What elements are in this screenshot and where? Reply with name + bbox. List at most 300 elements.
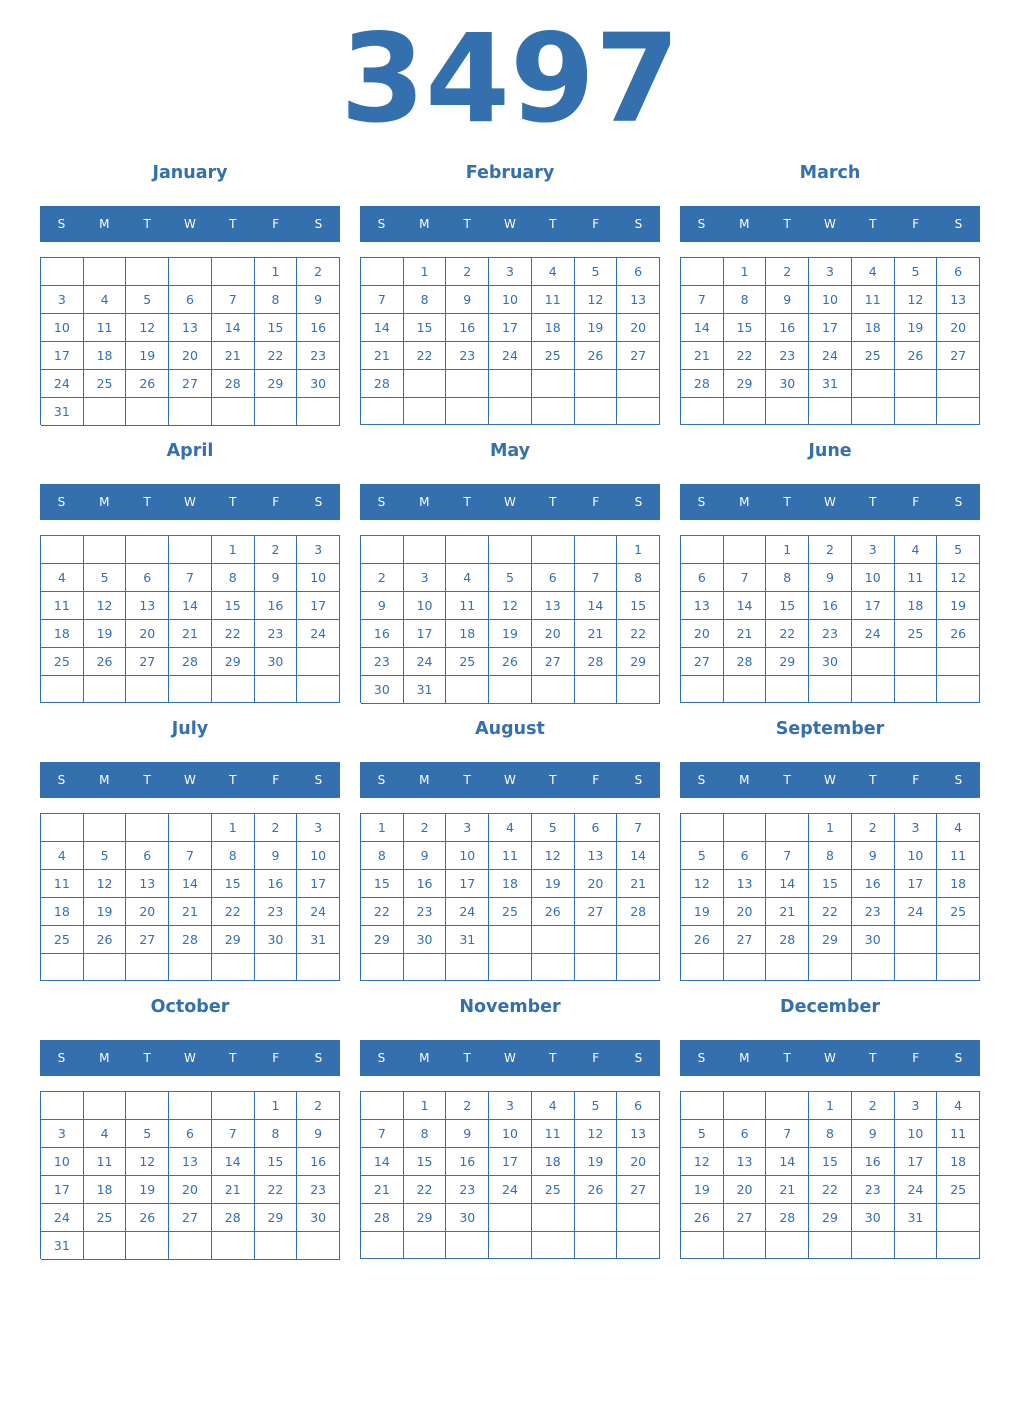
day-cell[interactable]: 1 xyxy=(361,814,404,842)
day-cell[interactable]: 19 xyxy=(575,314,618,342)
day-cell[interactable]: 31 xyxy=(446,926,489,954)
day-cell[interactable]: 20 xyxy=(724,1176,767,1204)
day-cell[interactable]: 7 xyxy=(617,814,660,842)
day-cell[interactable]: 21 xyxy=(617,870,660,898)
day-cell[interactable]: 18 xyxy=(937,870,980,898)
day-cell[interactable]: 30 xyxy=(852,926,895,954)
day-cell[interactable]: 28 xyxy=(169,648,212,676)
day-cell[interactable]: 25 xyxy=(937,898,980,926)
day-cell[interactable]: 30 xyxy=(255,648,298,676)
day-cell[interactable]: 24 xyxy=(489,342,532,370)
day-cell[interactable]: 16 xyxy=(255,870,298,898)
day-cell[interactable]: 27 xyxy=(617,1176,660,1204)
day-cell[interactable]: 9 xyxy=(297,1120,340,1148)
day-cell[interactable]: 10 xyxy=(489,286,532,314)
day-cell[interactable]: 25 xyxy=(532,1176,575,1204)
day-cell[interactable]: 16 xyxy=(404,870,447,898)
day-cell[interactable]: 11 xyxy=(895,564,938,592)
day-cell[interactable]: 27 xyxy=(937,342,980,370)
day-cell[interactable]: 23 xyxy=(255,898,298,926)
day-cell[interactable]: 5 xyxy=(895,258,938,286)
day-cell[interactable]: 20 xyxy=(126,620,169,648)
day-cell[interactable]: 10 xyxy=(489,1120,532,1148)
day-cell[interactable]: 25 xyxy=(489,898,532,926)
day-cell[interactable]: 4 xyxy=(895,536,938,564)
day-cell[interactable]: 28 xyxy=(766,1204,809,1232)
day-cell[interactable]: 25 xyxy=(446,648,489,676)
day-cell[interactable]: 15 xyxy=(255,314,298,342)
day-cell[interactable]: 27 xyxy=(617,342,660,370)
day-cell[interactable]: 16 xyxy=(446,1148,489,1176)
day-cell[interactable]: 22 xyxy=(809,898,852,926)
day-cell[interactable]: 16 xyxy=(361,620,404,648)
day-cell[interactable]: 21 xyxy=(766,898,809,926)
day-cell[interactable]: 15 xyxy=(212,592,255,620)
day-cell[interactable]: 21 xyxy=(169,898,212,926)
day-cell[interactable]: 31 xyxy=(404,676,447,704)
day-cell[interactable]: 2 xyxy=(404,814,447,842)
day-cell[interactable]: 8 xyxy=(809,842,852,870)
day-cell[interactable]: 24 xyxy=(895,898,938,926)
day-cell[interactable]: 26 xyxy=(895,342,938,370)
day-cell[interactable]: 14 xyxy=(169,592,212,620)
day-cell[interactable]: 26 xyxy=(575,342,618,370)
day-cell[interactable]: 4 xyxy=(937,814,980,842)
day-cell[interactable]: 27 xyxy=(681,648,724,676)
day-cell[interactable]: 20 xyxy=(169,1176,212,1204)
day-cell[interactable]: 3 xyxy=(809,258,852,286)
day-cell[interactable]: 25 xyxy=(84,1204,127,1232)
day-cell[interactable]: 14 xyxy=(766,1148,809,1176)
day-cell[interactable]: 13 xyxy=(617,1120,660,1148)
day-cell[interactable]: 4 xyxy=(532,1092,575,1120)
day-cell[interactable]: 10 xyxy=(41,1148,84,1176)
day-cell[interactable]: 12 xyxy=(895,286,938,314)
day-cell[interactable]: 22 xyxy=(404,1176,447,1204)
day-cell[interactable]: 1 xyxy=(255,1092,298,1120)
day-cell[interactable]: 14 xyxy=(617,842,660,870)
day-cell[interactable]: 10 xyxy=(297,564,340,592)
day-cell[interactable]: 27 xyxy=(126,926,169,954)
day-cell[interactable]: 5 xyxy=(681,842,724,870)
day-cell[interactable]: 23 xyxy=(766,342,809,370)
day-cell[interactable]: 15 xyxy=(809,1148,852,1176)
day-cell[interactable]: 11 xyxy=(852,286,895,314)
day-cell[interactable]: 19 xyxy=(895,314,938,342)
day-cell[interactable]: 27 xyxy=(169,370,212,398)
day-cell[interactable]: 16 xyxy=(297,1148,340,1176)
day-cell[interactable]: 16 xyxy=(852,1148,895,1176)
day-cell[interactable]: 28 xyxy=(724,648,767,676)
day-cell[interactable]: 23 xyxy=(361,648,404,676)
day-cell[interactable]: 7 xyxy=(681,286,724,314)
day-cell[interactable]: 6 xyxy=(937,258,980,286)
day-cell[interactable]: 5 xyxy=(126,286,169,314)
day-cell[interactable]: 17 xyxy=(41,1176,84,1204)
day-cell[interactable]: 31 xyxy=(809,370,852,398)
day-cell[interactable]: 7 xyxy=(169,564,212,592)
day-cell[interactable]: 27 xyxy=(126,648,169,676)
day-cell[interactable]: 28 xyxy=(212,1204,255,1232)
day-cell[interactable]: 3 xyxy=(852,536,895,564)
day-cell[interactable]: 12 xyxy=(489,592,532,620)
day-cell[interactable]: 1 xyxy=(766,536,809,564)
day-cell[interactable]: 21 xyxy=(766,1176,809,1204)
day-cell[interactable]: 16 xyxy=(255,592,298,620)
day-cell[interactable]: 23 xyxy=(297,1176,340,1204)
day-cell[interactable]: 26 xyxy=(575,1176,618,1204)
day-cell[interactable]: 26 xyxy=(126,370,169,398)
day-cell[interactable]: 29 xyxy=(255,1204,298,1232)
day-cell[interactable]: 15 xyxy=(809,870,852,898)
day-cell[interactable]: 2 xyxy=(852,814,895,842)
day-cell[interactable]: 30 xyxy=(446,1204,489,1232)
day-cell[interactable]: 13 xyxy=(169,1148,212,1176)
day-cell[interactable]: 16 xyxy=(809,592,852,620)
day-cell[interactable]: 29 xyxy=(809,1204,852,1232)
day-cell[interactable]: 10 xyxy=(895,1120,938,1148)
day-cell[interactable]: 9 xyxy=(766,286,809,314)
day-cell[interactable]: 28 xyxy=(361,370,404,398)
day-cell[interactable]: 2 xyxy=(361,564,404,592)
day-cell[interactable]: 28 xyxy=(766,926,809,954)
day-cell[interactable]: 18 xyxy=(446,620,489,648)
day-cell[interactable]: 11 xyxy=(41,870,84,898)
day-cell[interactable]: 29 xyxy=(809,926,852,954)
day-cell[interactable]: 19 xyxy=(575,1148,618,1176)
day-cell[interactable]: 11 xyxy=(446,592,489,620)
day-cell[interactable]: 29 xyxy=(766,648,809,676)
day-cell[interactable]: 1 xyxy=(809,814,852,842)
day-cell[interactable]: 18 xyxy=(937,1148,980,1176)
day-cell[interactable]: 16 xyxy=(297,314,340,342)
day-cell[interactable]: 12 xyxy=(84,870,127,898)
day-cell[interactable]: 24 xyxy=(41,1204,84,1232)
day-cell[interactable]: 6 xyxy=(617,258,660,286)
day-cell[interactable]: 14 xyxy=(575,592,618,620)
day-cell[interactable]: 29 xyxy=(404,1204,447,1232)
day-cell[interactable]: 9 xyxy=(255,564,298,592)
day-cell[interactable]: 8 xyxy=(212,842,255,870)
day-cell[interactable]: 12 xyxy=(681,1148,724,1176)
day-cell[interactable]: 24 xyxy=(895,1176,938,1204)
day-cell[interactable]: 6 xyxy=(532,564,575,592)
day-cell[interactable]: 9 xyxy=(446,1120,489,1148)
day-cell[interactable]: 1 xyxy=(212,814,255,842)
day-cell[interactable]: 1 xyxy=(404,1092,447,1120)
day-cell[interactable]: 17 xyxy=(895,870,938,898)
day-cell[interactable]: 15 xyxy=(361,870,404,898)
day-cell[interactable]: 12 xyxy=(575,286,618,314)
day-cell[interactable]: 22 xyxy=(255,342,298,370)
day-cell[interactable]: 5 xyxy=(126,1120,169,1148)
day-cell[interactable]: 25 xyxy=(532,342,575,370)
day-cell[interactable]: 19 xyxy=(84,898,127,926)
day-cell[interactable]: 2 xyxy=(297,258,340,286)
day-cell[interactable]: 17 xyxy=(446,870,489,898)
day-cell[interactable]: 25 xyxy=(41,648,84,676)
day-cell[interactable]: 28 xyxy=(361,1204,404,1232)
day-cell[interactable]: 30 xyxy=(255,926,298,954)
day-cell[interactable]: 9 xyxy=(852,1120,895,1148)
day-cell[interactable]: 21 xyxy=(724,620,767,648)
day-cell[interactable]: 8 xyxy=(255,1120,298,1148)
day-cell[interactable]: 2 xyxy=(766,258,809,286)
day-cell[interactable]: 2 xyxy=(255,814,298,842)
day-cell[interactable]: 19 xyxy=(681,898,724,926)
day-cell[interactable]: 27 xyxy=(724,926,767,954)
day-cell[interactable]: 23 xyxy=(809,620,852,648)
day-cell[interactable]: 29 xyxy=(212,648,255,676)
day-cell[interactable]: 15 xyxy=(255,1148,298,1176)
day-cell[interactable]: 12 xyxy=(575,1120,618,1148)
day-cell[interactable]: 15 xyxy=(404,314,447,342)
day-cell[interactable]: 24 xyxy=(489,1176,532,1204)
day-cell[interactable]: 26 xyxy=(681,926,724,954)
day-cell[interactable]: 25 xyxy=(937,1176,980,1204)
day-cell[interactable]: 12 xyxy=(681,870,724,898)
day-cell[interactable]: 11 xyxy=(84,1148,127,1176)
day-cell[interactable]: 26 xyxy=(84,926,127,954)
day-cell[interactable]: 2 xyxy=(852,1092,895,1120)
day-cell[interactable]: 19 xyxy=(937,592,980,620)
day-cell[interactable]: 20 xyxy=(575,870,618,898)
day-cell[interactable]: 13 xyxy=(617,286,660,314)
day-cell[interactable]: 19 xyxy=(126,1176,169,1204)
day-cell[interactable]: 1 xyxy=(212,536,255,564)
day-cell[interactable]: 14 xyxy=(361,1148,404,1176)
day-cell[interactable]: 20 xyxy=(937,314,980,342)
day-cell[interactable]: 8 xyxy=(809,1120,852,1148)
day-cell[interactable]: 24 xyxy=(297,898,340,926)
day-cell[interactable]: 4 xyxy=(937,1092,980,1120)
day-cell[interactable]: 1 xyxy=(617,536,660,564)
day-cell[interactable]: 26 xyxy=(84,648,127,676)
day-cell[interactable]: 5 xyxy=(575,258,618,286)
day-cell[interactable]: 2 xyxy=(297,1092,340,1120)
day-cell[interactable]: 18 xyxy=(532,1148,575,1176)
day-cell[interactable]: 3 xyxy=(297,814,340,842)
day-cell[interactable]: 8 xyxy=(361,842,404,870)
day-cell[interactable]: 10 xyxy=(809,286,852,314)
day-cell[interactable]: 31 xyxy=(297,926,340,954)
day-cell[interactable]: 5 xyxy=(84,842,127,870)
day-cell[interactable]: 28 xyxy=(681,370,724,398)
day-cell[interactable]: 27 xyxy=(575,898,618,926)
day-cell[interactable]: 15 xyxy=(766,592,809,620)
day-cell[interactable]: 28 xyxy=(575,648,618,676)
day-cell[interactable]: 16 xyxy=(766,314,809,342)
day-cell[interactable]: 9 xyxy=(852,842,895,870)
day-cell[interactable]: 12 xyxy=(126,1148,169,1176)
day-cell[interactable]: 17 xyxy=(895,1148,938,1176)
day-cell[interactable]: 30 xyxy=(297,1204,340,1232)
day-cell[interactable]: 6 xyxy=(724,1120,767,1148)
day-cell[interactable]: 13 xyxy=(126,870,169,898)
day-cell[interactable]: 8 xyxy=(617,564,660,592)
day-cell[interactable]: 27 xyxy=(532,648,575,676)
day-cell[interactable]: 21 xyxy=(361,1176,404,1204)
day-cell[interactable]: 25 xyxy=(852,342,895,370)
day-cell[interactable]: 18 xyxy=(41,898,84,926)
day-cell[interactable]: 6 xyxy=(617,1092,660,1120)
day-cell[interactable]: 23 xyxy=(852,898,895,926)
day-cell[interactable]: 3 xyxy=(895,1092,938,1120)
day-cell[interactable]: 7 xyxy=(169,842,212,870)
day-cell[interactable]: 15 xyxy=(404,1148,447,1176)
day-cell[interactable]: 27 xyxy=(724,1204,767,1232)
day-cell[interactable]: 1 xyxy=(724,258,767,286)
day-cell[interactable]: 21 xyxy=(575,620,618,648)
day-cell[interactable]: 15 xyxy=(617,592,660,620)
day-cell[interactable]: 6 xyxy=(126,842,169,870)
day-cell[interactable]: 4 xyxy=(41,564,84,592)
day-cell[interactable]: 8 xyxy=(724,286,767,314)
day-cell[interactable]: 17 xyxy=(297,592,340,620)
day-cell[interactable]: 9 xyxy=(361,592,404,620)
day-cell[interactable]: 25 xyxy=(41,926,84,954)
day-cell[interactable]: 5 xyxy=(575,1092,618,1120)
day-cell[interactable]: 19 xyxy=(126,342,169,370)
day-cell[interactable]: 8 xyxy=(404,286,447,314)
day-cell[interactable]: 22 xyxy=(361,898,404,926)
day-cell[interactable]: 11 xyxy=(532,286,575,314)
day-cell[interactable]: 4 xyxy=(41,842,84,870)
day-cell[interactable]: 17 xyxy=(297,870,340,898)
day-cell[interactable]: 27 xyxy=(169,1204,212,1232)
day-cell[interactable]: 22 xyxy=(212,898,255,926)
day-cell[interactable]: 3 xyxy=(489,258,532,286)
day-cell[interactable]: 20 xyxy=(169,342,212,370)
day-cell[interactable]: 6 xyxy=(575,814,618,842)
day-cell[interactable]: 19 xyxy=(681,1176,724,1204)
day-cell[interactable]: 14 xyxy=(212,1148,255,1176)
day-cell[interactable]: 17 xyxy=(489,314,532,342)
day-cell[interactable]: 7 xyxy=(766,1120,809,1148)
day-cell[interactable]: 17 xyxy=(489,1148,532,1176)
day-cell[interactable]: 25 xyxy=(895,620,938,648)
day-cell[interactable]: 17 xyxy=(852,592,895,620)
day-cell[interactable]: 19 xyxy=(84,620,127,648)
day-cell[interactable]: 17 xyxy=(809,314,852,342)
day-cell[interactable]: 2 xyxy=(809,536,852,564)
day-cell[interactable]: 13 xyxy=(724,870,767,898)
day-cell[interactable]: 6 xyxy=(126,564,169,592)
day-cell[interactable]: 30 xyxy=(852,1204,895,1232)
day-cell[interactable]: 10 xyxy=(404,592,447,620)
day-cell[interactable]: 30 xyxy=(297,370,340,398)
day-cell[interactable]: 22 xyxy=(617,620,660,648)
day-cell[interactable]: 4 xyxy=(446,564,489,592)
day-cell[interactable]: 7 xyxy=(575,564,618,592)
day-cell[interactable]: 20 xyxy=(724,898,767,926)
day-cell[interactable]: 11 xyxy=(532,1120,575,1148)
day-cell[interactable]: 18 xyxy=(489,870,532,898)
day-cell[interactable]: 8 xyxy=(255,286,298,314)
day-cell[interactable]: 21 xyxy=(681,342,724,370)
day-cell[interactable]: 9 xyxy=(404,842,447,870)
day-cell[interactable]: 11 xyxy=(41,592,84,620)
day-cell[interactable]: 28 xyxy=(617,898,660,926)
day-cell[interactable]: 3 xyxy=(446,814,489,842)
day-cell[interactable]: 10 xyxy=(895,842,938,870)
day-cell[interactable]: 3 xyxy=(41,286,84,314)
day-cell[interactable]: 24 xyxy=(297,620,340,648)
day-cell[interactable]: 3 xyxy=(489,1092,532,1120)
day-cell[interactable]: 6 xyxy=(169,286,212,314)
day-cell[interactable]: 17 xyxy=(41,342,84,370)
day-cell[interactable]: 4 xyxy=(852,258,895,286)
day-cell[interactable]: 11 xyxy=(84,314,127,342)
day-cell[interactable]: 21 xyxy=(212,1176,255,1204)
day-cell[interactable]: 13 xyxy=(532,592,575,620)
day-cell[interactable]: 14 xyxy=(212,314,255,342)
day-cell[interactable]: 17 xyxy=(404,620,447,648)
day-cell[interactable]: 22 xyxy=(809,1176,852,1204)
day-cell[interactable]: 12 xyxy=(84,592,127,620)
day-cell[interactable]: 22 xyxy=(404,342,447,370)
day-cell[interactable]: 31 xyxy=(895,1204,938,1232)
day-cell[interactable]: 9 xyxy=(255,842,298,870)
day-cell[interactable]: 14 xyxy=(361,314,404,342)
day-cell[interactable]: 30 xyxy=(809,648,852,676)
day-cell[interactable]: 18 xyxy=(84,342,127,370)
day-cell[interactable]: 7 xyxy=(766,842,809,870)
day-cell[interactable]: 21 xyxy=(169,620,212,648)
day-cell[interactable]: 29 xyxy=(212,926,255,954)
day-cell[interactable]: 5 xyxy=(532,814,575,842)
day-cell[interactable]: 6 xyxy=(169,1120,212,1148)
day-cell[interactable]: 26 xyxy=(681,1204,724,1232)
day-cell[interactable]: 26 xyxy=(489,648,532,676)
day-cell[interactable]: 8 xyxy=(212,564,255,592)
day-cell[interactable]: 5 xyxy=(681,1120,724,1148)
day-cell[interactable]: 1 xyxy=(404,258,447,286)
day-cell[interactable]: 26 xyxy=(532,898,575,926)
day-cell[interactable]: 20 xyxy=(126,898,169,926)
day-cell[interactable]: 25 xyxy=(84,370,127,398)
day-cell[interactable]: 28 xyxy=(169,926,212,954)
day-cell[interactable]: 16 xyxy=(446,314,489,342)
day-cell[interactable]: 14 xyxy=(681,314,724,342)
day-cell[interactable]: 31 xyxy=(41,1232,84,1260)
day-cell[interactable]: 24 xyxy=(809,342,852,370)
day-cell[interactable]: 13 xyxy=(575,842,618,870)
day-cell[interactable]: 14 xyxy=(766,870,809,898)
day-cell[interactable]: 29 xyxy=(361,926,404,954)
day-cell[interactable]: 3 xyxy=(404,564,447,592)
day-cell[interactable]: 22 xyxy=(255,1176,298,1204)
day-cell[interactable]: 28 xyxy=(212,370,255,398)
day-cell[interactable]: 7 xyxy=(212,1120,255,1148)
day-cell[interactable]: 29 xyxy=(255,370,298,398)
day-cell[interactable]: 10 xyxy=(446,842,489,870)
day-cell[interactable]: 10 xyxy=(41,314,84,342)
day-cell[interactable]: 31 xyxy=(41,398,84,426)
day-cell[interactable]: 24 xyxy=(852,620,895,648)
day-cell[interactable]: 19 xyxy=(532,870,575,898)
day-cell[interactable]: 7 xyxy=(212,286,255,314)
day-cell[interactable]: 22 xyxy=(766,620,809,648)
day-cell[interactable]: 18 xyxy=(852,314,895,342)
day-cell[interactable]: 18 xyxy=(532,314,575,342)
day-cell[interactable]: 8 xyxy=(404,1120,447,1148)
day-cell[interactable]: 18 xyxy=(895,592,938,620)
day-cell[interactable]: 14 xyxy=(724,592,767,620)
day-cell[interactable]: 21 xyxy=(361,342,404,370)
day-cell[interactable]: 6 xyxy=(724,842,767,870)
day-cell[interactable]: 6 xyxy=(681,564,724,592)
